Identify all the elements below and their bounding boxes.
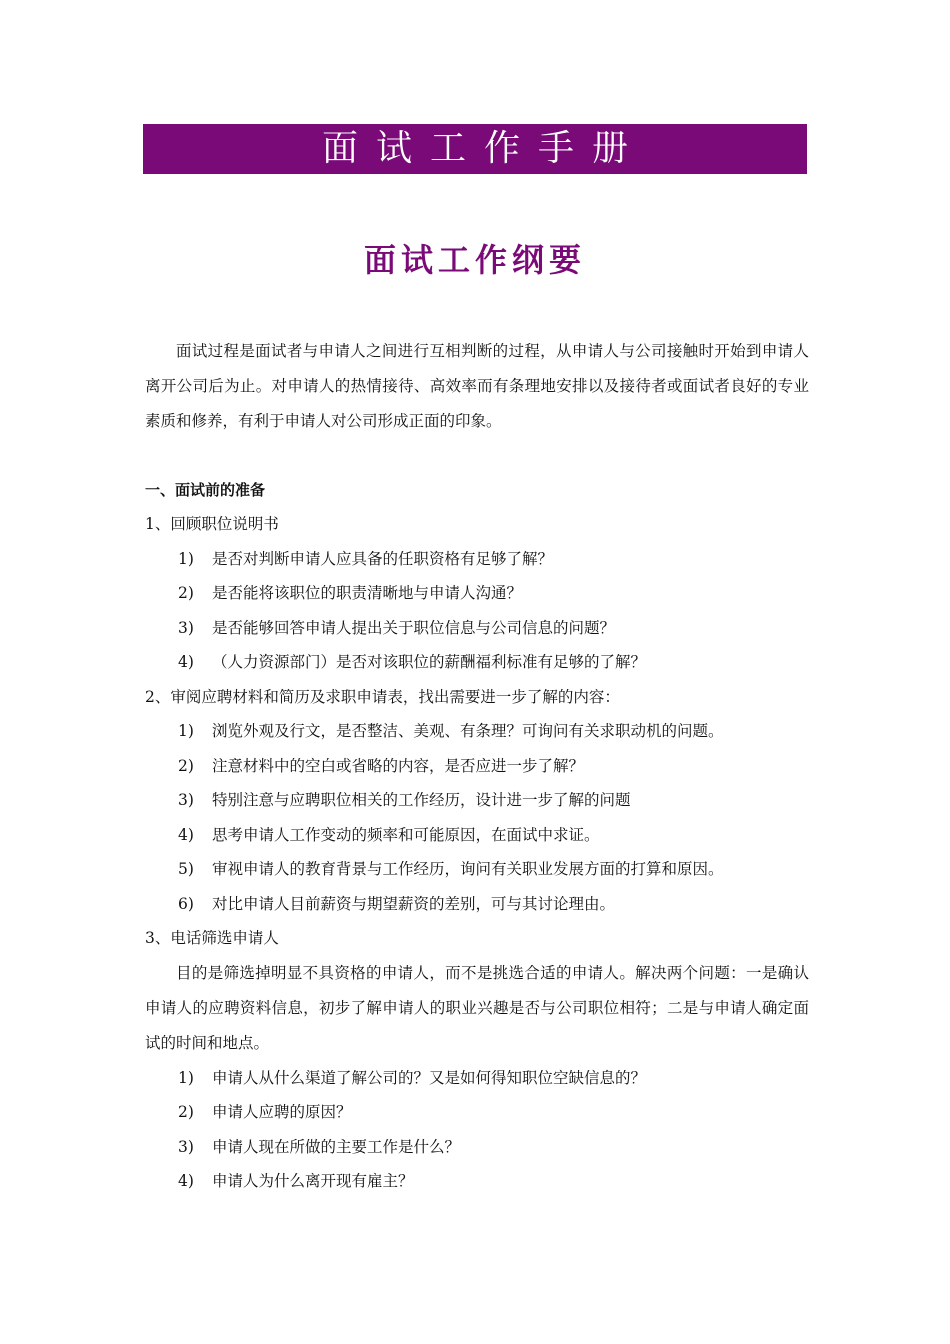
subsection-title: 2、审阅应聘材料和简历及求职申请表，找出需要进一步了解的内容： (145, 687, 620, 706)
list-item (145, 1130, 809, 1165)
item-number: 2) (178, 1103, 194, 1121)
item-text: 思考申请人工作变动的频率和可能原因，在面试中求证。 (212, 825, 600, 844)
list-item (145, 1095, 809, 1130)
item-text: 对比申请人目前薪资与期望薪资的差别，可与其讨论理由。 (212, 894, 616, 913)
list-item (145, 645, 809, 680)
item-text: 是否能将该职位的职责清晰地与申请人沟通？ (212, 584, 523, 602)
item-text: 浏览外观及行文，是否整洁、美观、有条理？可询问有关求职动机的问题。 (212, 722, 724, 740)
item-text: 注意材料中的空白或省略的内容，是否应进一步了解？ (212, 756, 585, 775)
item-text: 申请人应聘的原因？ (212, 1103, 352, 1121)
item-text: 是否能够回答申请人提出关于职位信息与公司信息的问题？ (212, 618, 616, 637)
item-number: 3) (178, 618, 194, 637)
item-number: 6) (178, 894, 194, 913)
item-number: 5) (178, 860, 194, 878)
item-number: 2) (178, 584, 194, 602)
item-number: 1) (178, 1068, 194, 1087)
list-item (145, 576, 809, 611)
item-text: 申请人为什么离开现有雇主？ (212, 1172, 414, 1190)
item-text: 申请人现在所做的主要工作是什么？ (212, 1137, 461, 1156)
body-paragraph: 目的是筛选掉明显不具资格的申请人，而不是挑选合适的申请人。解决两个问题：一是确认申请人的应聘资料信息，初步了解申请人的职业兴趣是否与公司职位相符；二是与申请人确定面试的时间和地点。 (145, 963, 809, 1052)
subsection-title: 1、回顾职位说明书 (145, 515, 279, 533)
title-banner (143, 124, 807, 174)
list-item (145, 611, 809, 646)
item-text: 特别注意与应聘职位相关的工作经历，设计进一步了解的问题 (212, 791, 631, 809)
item-number: 1) (178, 549, 194, 568)
list-item (145, 852, 809, 887)
page-subtitle: 面试工作纲要 (363, 241, 586, 279)
item-text: 是否对判断申请人应具备的任职资格有足够了解？ (212, 549, 554, 568)
list-item (145, 542, 809, 577)
item-number: 4) (178, 1172, 194, 1190)
document-body (145, 334, 809, 1199)
subsection-title: 3、电话筛选申请人 (145, 929, 279, 947)
list-item (145, 1164, 809, 1199)
item-text: 申请人从什么渠道了解公司的？又是如何得知职位空缺信息的？ (212, 1068, 647, 1087)
item-number: 2) (178, 756, 194, 775)
item-text: 审视申请人的教育背景与工作经历，询问有关职业发展方面的打算和原因。 (212, 860, 724, 878)
item-text: （人力资源部门）是否对该职位的薪酬福利标准有足够的了解？ (212, 653, 647, 671)
item-number: 3) (178, 1137, 194, 1156)
banner-title: 面试工作手册 (321, 128, 646, 169)
list-item (145, 749, 809, 784)
list-item (145, 887, 809, 922)
list-item (145, 1061, 809, 1096)
item-number: 4) (178, 653, 194, 671)
section-title: 一、面试前的准备 (145, 481, 266, 499)
list-item (145, 714, 809, 749)
list-item (145, 818, 809, 853)
item-number: 4) (178, 825, 194, 844)
item-number: 1) (178, 722, 194, 740)
item-number: 3) (178, 791, 194, 809)
intro-paragraph: 面试过程是面试者与申请人之间进行互相判断的过程，从申请人与公司接触时开始到申请人离开公司后为止。对申请人的热情接待、高效率而有条理地安排以及接待者或面试者良好的专业素质和修养，有利于申请人对公司形成正面的印象。 (145, 342, 809, 430)
list-item (145, 783, 809, 818)
